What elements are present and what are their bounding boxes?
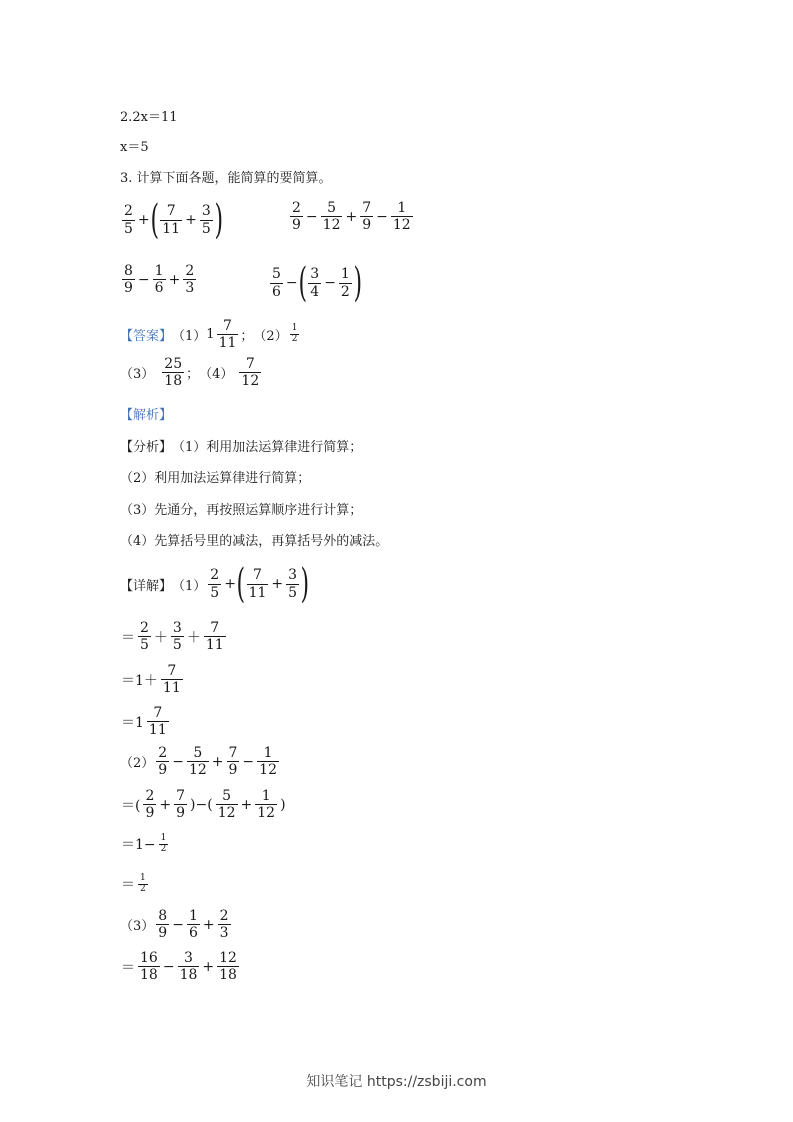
- detail-2-step-2: ＝1− $\frac{1}{2}$: [121, 833, 167, 854]
- analysis-line-2: [120, 467, 310, 486]
- fraction: $\frac{7}{9}$: [362, 200, 372, 234]
- fraction: $\frac{1}{2}$: [160, 833, 167, 854]
- fraction: $\frac{2}{9}$: [292, 200, 301, 234]
- question-3-title: [120, 167, 332, 186]
- fraction: $\frac{16}{18}$: [140, 950, 158, 984]
- detail-1-step-1: ＝ $\frac{2}{5}$ ＋ $\frac{3}{5}$ ＋ $\frac{7}{11}$: [121, 620, 224, 654]
- problem-1-expression: $\frac{2}{5}$ + ( $\frac{7}{11}$ + $\frac{3}{5}$ ): [124, 197, 223, 243]
- item-label: （1）: [172, 440, 207, 455]
- fraction: $\frac{3}{4}$: [310, 266, 320, 300]
- detail-1-head: 【详解】 （1） $\frac{2}{5}$ + ( $\frac{7}{11}$ + $\frac{3}{5}$ ): [120, 561, 310, 607]
- fraction: $\frac{7}{11}$: [162, 663, 181, 697]
- analysis-text: 利用加法运算律进行简算；: [206, 440, 363, 455]
- fraction: $\frac{1}{12}$: [392, 200, 411, 234]
- problem-3-expression: $\frac{8}{9}$ − $\frac{1}{6}$ + $\frac{2}{3}$: [124, 263, 195, 297]
- fraction: $\frac{7}{12}$: [241, 356, 260, 390]
- fraction: $\frac{12}{18}$: [219, 950, 237, 984]
- detail-2-step-3: ＝ $\frac{1}{2}$: [121, 873, 146, 894]
- detail-1-step-3: ＝1 $\frac{7}{11}$: [121, 705, 167, 739]
- problem-4-expression: $\frac{5}{6}$ − ( $\frac{3}{4}$ − $\frac{1}{2}$ ): [272, 260, 362, 306]
- fraction: $\frac{2}{5}$: [140, 620, 149, 654]
- mixed-number: [206, 318, 240, 351]
- fraction: $\frac{5}{12}$: [217, 788, 236, 822]
- fraction: $\frac{8}{9}$: [124, 263, 133, 297]
- fraction: $\frac{1}{2}$: [340, 266, 350, 300]
- analysis-prefix: 【分析】: [120, 440, 173, 455]
- item-label: （2）: [120, 756, 155, 772]
- fraction: $\frac{25}{18}$: [164, 356, 183, 390]
- item-label: （3）: [120, 367, 155, 383]
- problem-2-expression: $\frac{2}{9}$ − $\frac{5}{12}$ + $\frac{7}{9}$ − $\frac{1}{12}$: [292, 200, 411, 234]
- fraction: $\frac{1}{12}$: [259, 745, 277, 779]
- fraction: $\frac{1}{6}$: [154, 263, 164, 297]
- fraction: $\frac{2}{3}$: [185, 263, 195, 297]
- analysis-line-3: [120, 499, 362, 518]
- analysis-text: （4）先算括号里的减法，再算括号外的减法。: [120, 534, 389, 549]
- item-label: （1）: [172, 329, 207, 345]
- fraction: $\frac{3}{5}$: [172, 620, 182, 654]
- answer-line-2: [120, 356, 263, 389]
- item-label: （4）: [199, 367, 234, 383]
- fraction: $\frac{1}{2}$: [140, 873, 146, 894]
- fraction: $\frac{3}{5}$: [201, 203, 211, 237]
- fraction: $\frac{7}{11}$: [205, 620, 224, 654]
- detail-2-head: （2） $\frac{2}{9}$ − $\frac{5}{12}$ + $\frac{7}{9}$ − $\frac{1}{12}$: [120, 745, 277, 779]
- fraction: $\frac{3}{5}$: [288, 567, 298, 601]
- fraction: $\frac{3}{18}$: [179, 950, 198, 984]
- answer-line-1: [120, 318, 301, 351]
- item-label: （2）: [253, 329, 288, 345]
- fraction: $\frac{7}{11}$: [162, 203, 181, 237]
- analysis-line-1: [120, 436, 362, 455]
- fraction: $\frac{1}{2}$: [291, 323, 298, 345]
- equation-line-1: [120, 106, 178, 125]
- page-footer: 知识笔记 https://zsbiji.com: [306, 1074, 487, 1090]
- analysis-text: （3）先通分，再按照运算顺序进行计算；: [120, 503, 363, 518]
- fraction: $\frac{5}{12}$: [188, 745, 207, 779]
- analysis-heading: [120, 404, 172, 423]
- fraction: $\frac{1}{6}$: [188, 908, 198, 942]
- fraction: $\frac{5}{12}$: [322, 200, 341, 234]
- detail-3-step-1: ＝ $\frac{16}{18}$ − $\frac{3}{18}$ + $\frac{12}{18}$: [121, 950, 237, 984]
- fraction: $\frac{2}{9}$: [145, 788, 155, 822]
- equation-line-2: [120, 136, 149, 155]
- detail-prefix: 【详解】: [120, 578, 173, 594]
- detail-3-head: （3） $\frac{8}{9}$ − $\frac{1}{6}$ + $\frac{2}{3}$: [120, 908, 229, 942]
- fraction: $\frac{2}{9}$: [158, 745, 168, 779]
- fraction: $\frac{7}{11}$: [218, 318, 237, 352]
- equation-text: 2.2x＝11: [120, 110, 178, 125]
- fraction: $\frac{7}{11}$: [248, 567, 267, 601]
- item-label: （1）: [172, 578, 207, 594]
- separator: ；: [186, 367, 200, 383]
- whole-part: 1: [206, 327, 215, 343]
- fraction: $\frac{5}{6}$: [272, 266, 281, 300]
- analysis-text: （2）利用加法运算律进行简算；: [120, 471, 311, 486]
- analysis-line-4: [120, 530, 388, 549]
- fraction: $\frac{8}{9}$: [158, 908, 168, 942]
- fraction: $\frac{7}{9}$: [228, 745, 238, 779]
- fraction: $\frac{2}{5}$: [124, 203, 133, 237]
- detail-2-step-1: ＝( $\frac{2}{9}$ + $\frac{7}{9}$ )−( $\frac{5}{12}$ + $\frac{1}{12}$ ): [121, 788, 286, 822]
- equation-text: x＝5: [120, 140, 149, 155]
- question-text: 3. 计算下面各题，能简算的要简算。: [120, 171, 332, 186]
- item-label: （3）: [120, 919, 155, 935]
- analysis-tag: 【解析】: [120, 408, 173, 423]
- fraction: $\frac{7}{9}$: [176, 788, 186, 822]
- detail-1-step-2: ＝1＋ $\frac{7}{11}$: [121, 663, 181, 697]
- answer-tag: 【答案】: [120, 329, 173, 345]
- fraction: $\frac{7}{11}$: [148, 705, 167, 739]
- separator: ；: [240, 329, 254, 345]
- fraction: $\frac{2}{3}$: [219, 908, 229, 942]
- fraction: $\frac{1}{12}$: [257, 788, 276, 822]
- fraction: $\frac{2}{5}$: [210, 567, 220, 601]
